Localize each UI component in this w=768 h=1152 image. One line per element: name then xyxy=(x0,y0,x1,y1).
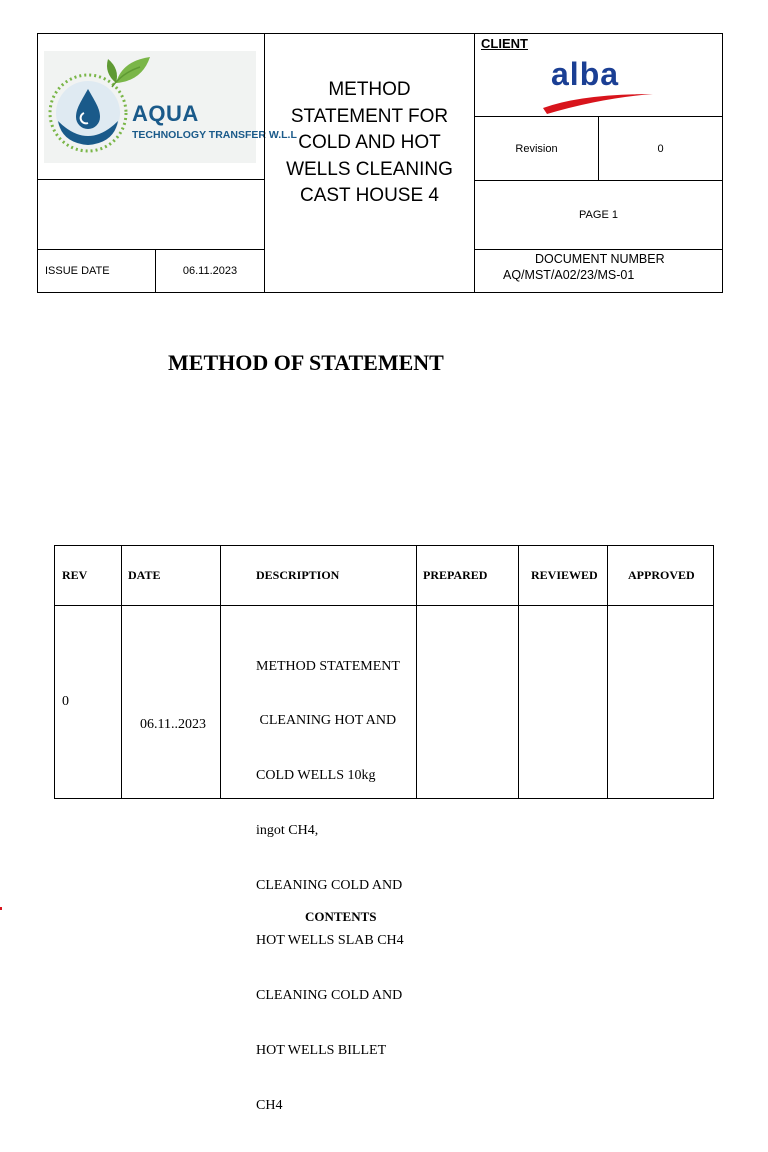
doc-number-label: DOCUMENT NUMBER xyxy=(535,252,665,266)
page-cell xyxy=(474,180,723,250)
revision-value: 0 xyxy=(657,142,664,155)
col-header-rev: REV xyxy=(54,545,122,606)
issue-date-value-cell xyxy=(155,249,265,293)
row-prepared-cell xyxy=(416,605,519,799)
client-logo xyxy=(541,58,661,114)
doc-title-cell xyxy=(264,33,475,293)
company-logo xyxy=(44,51,297,163)
issue-date-value: 06.11.2023 xyxy=(182,265,238,277)
doc-title: METHOD STATEMENT FOR COLD AND HOT WELLS CLEANING CAST HOUSE 4 xyxy=(286,79,453,206)
contents-heading: CONTENTS xyxy=(305,909,377,924)
row-date: 06.11..2023 xyxy=(140,717,206,732)
col-header-prepared: PREPARED xyxy=(416,545,519,606)
margin-mark xyxy=(0,907,2,910)
col-header-date: DATE xyxy=(121,545,221,606)
col-header-approved: APPROVED xyxy=(607,545,714,606)
row-description: METHOD STATEMENT CLEANING HOT AND COLD WELLS 10kg ingot CH4, CLEANING COLD AND HOT WELLS SLAB CH4 CLEANING COLD AND HOT WELLS BILLET CH4 xyxy=(256,658,404,1113)
company-logo-cell xyxy=(37,33,297,180)
revision-value-cell xyxy=(598,116,723,181)
revision-label: Revision xyxy=(515,142,558,155)
issue-date-label: ISSUE DATE xyxy=(45,265,110,277)
blank-cell xyxy=(37,179,265,250)
revision-label-cell xyxy=(474,116,599,181)
col-header-description: DESCRIPTION xyxy=(220,545,417,606)
row-approved-cell xyxy=(607,605,714,799)
client-label: CLIENT xyxy=(481,36,528,51)
col-header-reviewed: REVIEWED xyxy=(518,545,608,606)
company-name: AQUA xyxy=(132,101,199,126)
row-rev: 0 xyxy=(62,693,69,709)
row-reviewed-cell xyxy=(518,605,608,799)
client-cell xyxy=(474,33,723,117)
client-logo-text: alba xyxy=(551,56,620,92)
issue-date-label-cell xyxy=(37,249,156,293)
doc-number-value: AQ/MST/A02/23/MS-01 xyxy=(503,268,635,282)
page-number: PAGE 1 xyxy=(579,209,618,221)
row-rev-cell xyxy=(54,605,122,799)
company-subtitle: TECHNOLOGY TRANSFER W.L.L xyxy=(132,129,297,141)
main-title: METHOD OF STATEMENT xyxy=(168,350,444,375)
doc-number-cell xyxy=(474,249,723,293)
row-date-cell xyxy=(121,605,221,799)
swoosh-icon xyxy=(541,86,661,116)
